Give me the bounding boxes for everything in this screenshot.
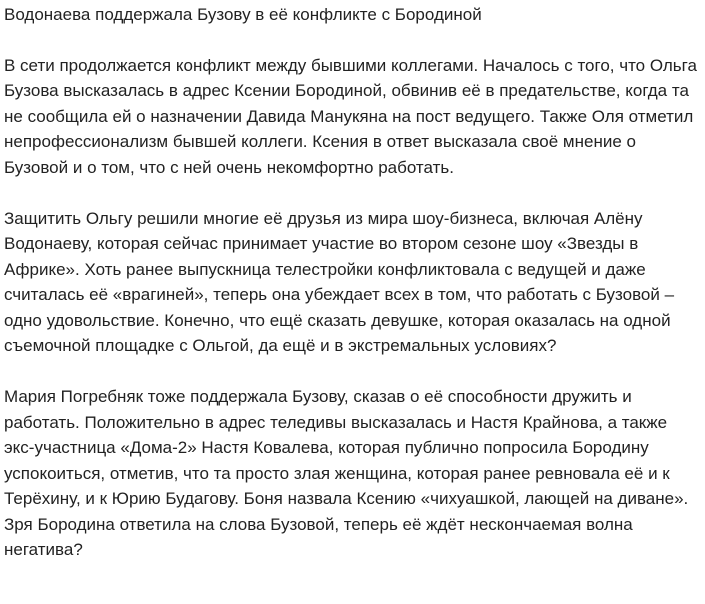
article [4,2,701,563]
article-paragraph-3: Мария Погребняк тоже поддержала Бузову, сказав о её способности дружить и работать. Положительно в адрес теледивы высказалась и Настя Крайнова, а также экс-участница «Дома-2» Настя Ковалева, которая публично попросила Бородину успокоиться, отметив, что та просто злая женщина, которая ранее ревновала её и к Терёхину, и к Юрию Будагову. Боня назвала Ксению «чихуашкой, лающей на диване». Зря Бородина ответила на слова Бузовой, теперь её ждёт нескончаемая волна негатива? [4,387,689,559]
article-title: Водонаева поддержала Бузову в её конфликте с Бородиной [4,5,482,24]
article-paragraph-1: В сети продолжается конфликт между бывшими коллегами. Началось с того, что Ольга Бузова высказалась в адрес Ксении Бородиной, обвинив её в предательстве, когда та не сообщила ей о назначении Давида Манукяна на пост ведущего. Также Оля отметил непрофессионализм бывшей коллеги. Ксения в ответ высказала своё мнение о Бузовой и о том, что с ней очень некомфортно работать. [4,55,697,177]
article-paragraph-2: Защитить Ольгу решили многие её друзья из мира шоу-бизнеса, включая Алёну Водонаеву, которая сейчас принимает участие во втором сезоне шоу «Звезды в Африке». Хоть ранее выпускница телестройки конфликтовала с ведущей и даже считалась её «врагиней», теперь она убеждает всех в том, что работать с Бузовой – одно удовольствие. Конечно, что ещё сказать девушке, которая оказалась на одной съемочной площадке с Ольгой, да ещё и в экстремальных условиях? [4,208,675,355]
